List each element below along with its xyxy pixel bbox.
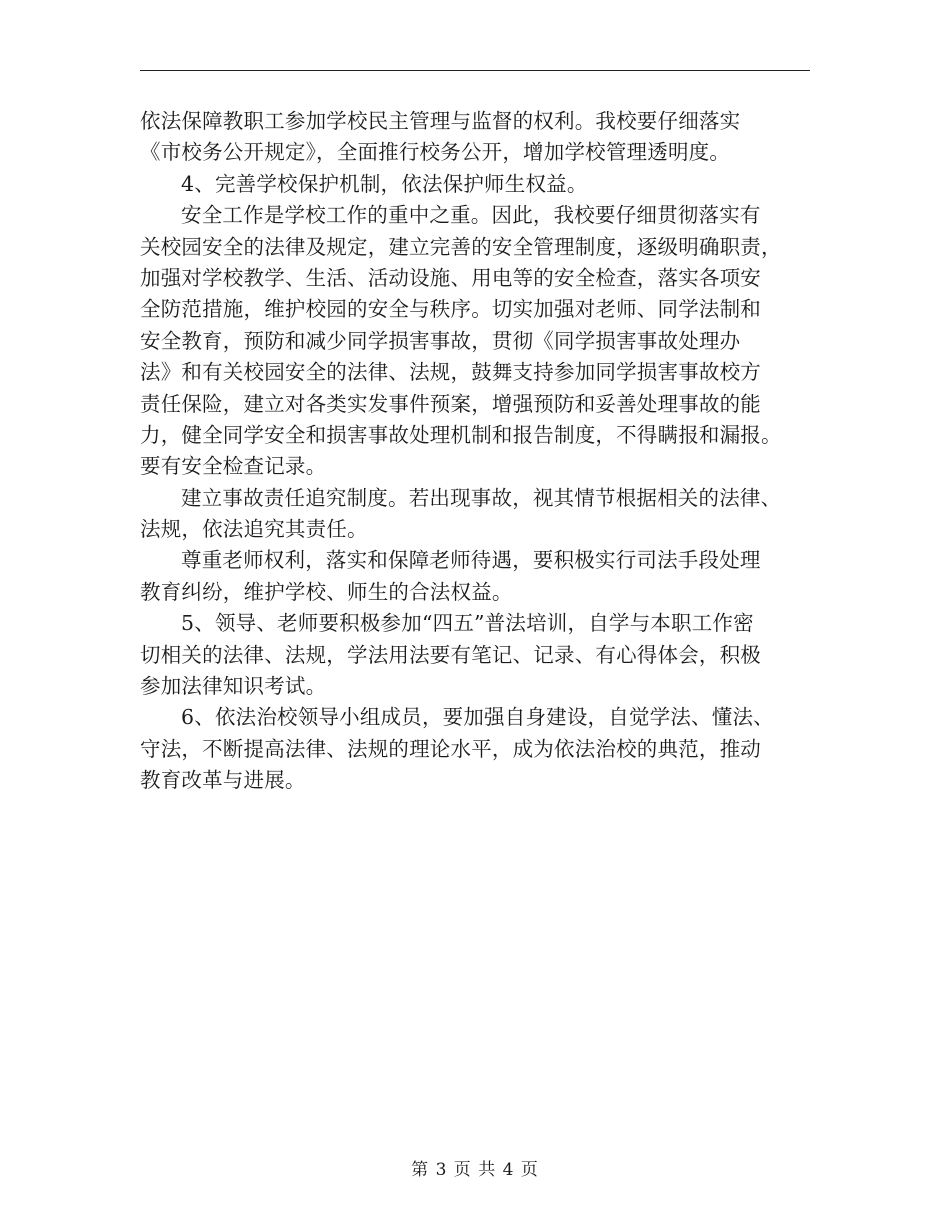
text-line: 法规，依法追究其责任。 [140,517,368,542]
text-line: 教育纠纷，维护学校、师生的合法权益。 [140,579,513,604]
text-line: 切相关的法律、法规，学法用法要有笔记、记录、有心得体会，积极 [140,642,761,667]
text-line: 5、领导、老师要积极参加“四五”普法培训，自学与本职工作密 [181,611,754,636]
page-number: 第 3 页 共 4 页 [411,1160,539,1180]
text-line: 法》和有关校园安全的法律、法规，鼓舞支持参加同学损害事故校方 [140,360,761,385]
text-line: 安全教育，预防和减少同学损害事故，贯彻《同学损害事故处理办 [140,328,741,353]
document-body [140,106,812,797]
text-line: 建立事故责任追究制度。若出现事故，视其情节根据相关的法律、 [181,485,782,510]
text-line: 加强对学校教学、生活、活动设施、用电等的安全检查，落实各项安 [140,265,761,290]
text-line: 力，健全同学安全和损害事故处理机制和报告制度，不得瞒报和漏报。 [140,422,782,447]
text-line: 责任保险，建立对各类实发事件预案，增强预防和妥善处理事故的能 [140,391,761,416]
header-rule [140,70,810,71]
text-line: 全防范措施，维护校园的安全与秩序。切实加强对老师、同学法制和 [140,297,761,322]
text-line: 依法保障教职工参加学校民主管理与监督的权利。我校要仔细落实 [140,109,741,133]
text-line: 关校园安全的法律及规定，建立完善的安全管理制度，逐级明确职责， [140,234,782,259]
text-line: 尊重老师权利，落实和保障老师待遇，要积极实行司法手段处理 [181,548,761,573]
text-line: 4、完善学校保护机制，依法保护师生权益。 [181,171,588,196]
text-line: 守法，不断提高法律、法规的理论水平，成为依法治校的典范，推动 [140,736,761,761]
text-line: 要有安全检查记录。 [140,454,327,479]
text-line: 教育改革与进展。 [140,768,306,793]
text-line: 《市校务公开规定》，全面推行校务公开，增加学校管理透明度。 [140,140,731,165]
text-line: 参加法律知识考试。 [140,674,327,699]
text-line: 6、依法治校领导小组成员，要加强自身建设，自觉学法、懂法、 [181,705,774,730]
text-line: 安全工作是学校工作的重中之重。因此，我校要仔细贯彻落实有 [181,203,761,228]
